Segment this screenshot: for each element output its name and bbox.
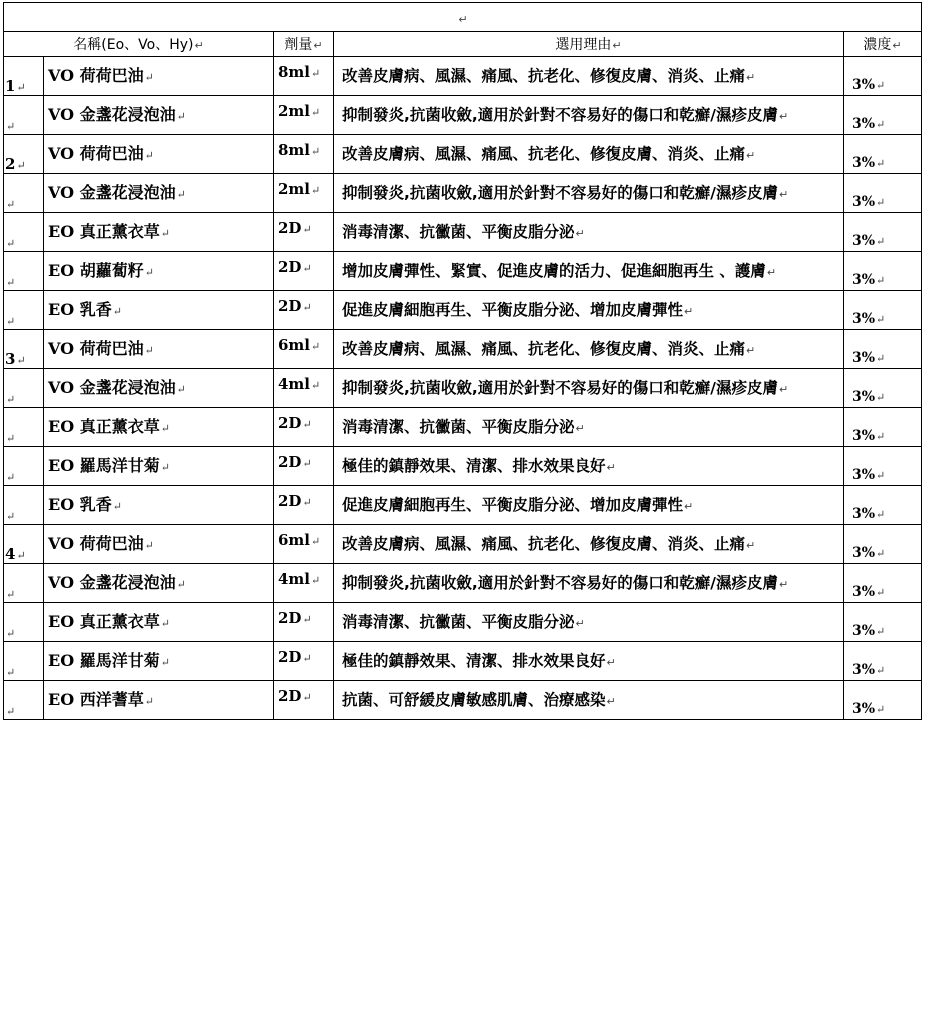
paragraph-mark: ↵	[746, 539, 756, 552]
oil-name: EO 羅馬洋甘菊	[48, 456, 160, 475]
concentration-value: 3%	[852, 662, 876, 678]
reason-cell	[334, 369, 844, 408]
paragraph-mark: ↵	[6, 627, 16, 640]
header-name	[4, 32, 274, 57]
concentration-cell	[844, 525, 922, 564]
concentration-cell	[844, 642, 922, 681]
dose-value: 6ml	[278, 336, 311, 354]
oil-name-cell	[44, 96, 274, 135]
oil-name: EO 乳香	[48, 300, 112, 319]
paragraph-mark: ↵	[176, 383, 186, 396]
reason-cell	[334, 252, 844, 291]
dose-cell	[274, 252, 334, 291]
paragraph-mark: ↵	[6, 666, 16, 679]
reason-text: 增加皮膚彈性、緊實、促進皮膚的活力、促進細胞再生 、護膚	[342, 262, 766, 280]
paragraph-mark: ↵	[311, 340, 321, 353]
reason-cell	[334, 96, 844, 135]
row-number-cell	[4, 564, 44, 603]
reason-cell	[334, 408, 844, 447]
header-dose-label: 劑量	[284, 37, 313, 53]
dose-cell	[274, 57, 334, 96]
oil-name: VO 金盞花浸泡油	[48, 105, 176, 124]
dose-cell	[274, 291, 334, 330]
concentration-value: 3%	[852, 272, 876, 288]
oil-name: VO 金盞花浸泡油	[48, 183, 176, 202]
paragraph-mark: ↵	[160, 617, 170, 630]
reason-cell	[334, 135, 844, 174]
paragraph-mark: ↵	[6, 471, 16, 484]
formula-table-body	[4, 3, 922, 720]
paragraph-mark: ↵	[684, 500, 694, 513]
oil-name: EO 羅馬洋甘菊	[48, 651, 160, 670]
paragraph-mark: ↵	[160, 227, 170, 240]
paragraph-mark: ↵	[684, 305, 694, 318]
concentration-value: 3%	[852, 701, 876, 717]
row-number-cell	[4, 57, 44, 96]
reason-text: 極佳的鎮靜效果、清潔、排水效果良好	[342, 457, 606, 475]
reason-text: 消毒清潔、抗黴菌、平衡皮脂分泌	[342, 613, 575, 631]
dose-cell	[274, 369, 334, 408]
header-dose	[274, 32, 334, 57]
dose-cell	[274, 330, 334, 369]
paragraph-mark: ↵	[876, 703, 886, 716]
paragraph-mark: ↵	[160, 656, 170, 669]
reason-cell	[334, 642, 844, 681]
row-number-cell	[4, 486, 44, 525]
paragraph-mark: ↵	[112, 305, 122, 318]
concentration-cell	[844, 369, 922, 408]
paragraph-mark: ↵	[176, 188, 186, 201]
oil-name-cell	[44, 252, 274, 291]
row-number: 2	[5, 155, 16, 173]
header-concentration-label: 濃度	[863, 37, 892, 53]
paragraph-mark: ↵	[876, 430, 886, 443]
concentration-value: 3%	[852, 233, 876, 249]
paragraph-mark: ↵	[876, 469, 886, 482]
concentration-cell	[844, 135, 922, 174]
paragraph-mark: ↵	[876, 508, 886, 521]
concentration-value: 3%	[852, 506, 876, 522]
paragraph-mark: ↵	[311, 574, 321, 587]
paragraph-mark: ↵	[6, 237, 16, 250]
paragraph-mark: ↵	[16, 159, 26, 172]
paragraph-mark: ↵	[766, 266, 777, 279]
paragraph-mark: ↵	[16, 354, 26, 367]
table-row	[4, 57, 922, 96]
reason-text: 極佳的鎮靜效果、清潔、排水效果良好	[342, 652, 606, 670]
paragraph-mark: ↵	[160, 461, 170, 474]
paragraph-mark: ↵	[876, 79, 886, 92]
row-number-cell	[4, 291, 44, 330]
paragraph-mark: ↵	[876, 352, 886, 365]
table-row	[4, 135, 922, 174]
reason-text: 促進皮膚細胞再生、平衡皮脂分泌、增加皮膚彈性	[342, 496, 684, 514]
oil-name: VO 金盞花浸泡油	[48, 573, 176, 592]
dose-cell	[274, 681, 334, 720]
dose-value: 2D	[278, 297, 302, 315]
paragraph-mark: ↵	[144, 149, 154, 162]
paragraph-mark: ↵	[876, 625, 886, 638]
reason-cell	[334, 213, 844, 252]
row-number-cell	[4, 330, 44, 369]
paragraph-mark: ↵	[6, 705, 16, 718]
reason-text: 抗菌、可舒緩皮膚敏感肌膚、治療感染	[342, 691, 606, 709]
paragraph-mark: ↵	[876, 391, 886, 404]
row-number: 4	[5, 545, 16, 563]
oil-name-cell	[44, 447, 274, 486]
paragraph-mark: ↵	[6, 198, 16, 211]
concentration-cell	[844, 174, 922, 213]
dose-value: 8ml	[278, 63, 311, 81]
dose-value: 2ml	[278, 180, 311, 198]
table-row	[4, 96, 922, 135]
concentration-cell	[844, 96, 922, 135]
paragraph-mark: ↵	[876, 235, 886, 248]
paragraph-mark: ↵	[302, 691, 312, 704]
concentration-cell	[844, 291, 922, 330]
paragraph-mark: ↵	[194, 39, 204, 52]
paragraph-mark: ↵	[176, 578, 186, 591]
reason-text: 改善皮膚病、風濕、痛風、抗老化、修復皮膚、消炎、止痛	[342, 145, 746, 163]
reason-text: 抑制發炎,抗菌收斂,適用於針對不容易好的傷口和乾癬/濕疹皮膚	[342, 379, 778, 397]
concentration-value: 3%	[852, 428, 876, 444]
table-row	[4, 174, 922, 213]
concentration-cell	[844, 408, 922, 447]
dose-value: 2D	[278, 414, 302, 432]
paragraph-mark: ↵	[313, 39, 323, 52]
paragraph-mark: ↵	[311, 184, 321, 197]
reason-text: 改善皮膚病、風濕、痛風、抗老化、修復皮膚、消炎、止痛	[342, 340, 746, 358]
dose-cell	[274, 408, 334, 447]
header-reason	[334, 32, 844, 57]
paragraph-mark: ↵	[144, 71, 154, 84]
paragraph-mark: ↵	[575, 422, 585, 435]
blank-header-cell	[4, 3, 922, 32]
oil-name-cell	[44, 213, 274, 252]
oil-name-cell	[44, 525, 274, 564]
concentration-cell	[844, 252, 922, 291]
paragraph-mark: ↵	[16, 81, 26, 94]
row-number-cell	[4, 213, 44, 252]
concentration-value: 3%	[852, 311, 876, 327]
table-row	[4, 291, 922, 330]
oil-name-cell	[44, 681, 274, 720]
concentration-value: 3%	[852, 155, 876, 171]
dose-value: 4ml	[278, 570, 311, 588]
paragraph-mark: ↵	[876, 274, 886, 287]
concentration-value: 3%	[852, 389, 876, 405]
concentration-cell	[844, 603, 922, 642]
concentration-value: 3%	[852, 77, 876, 93]
dose-cell	[274, 213, 334, 252]
paragraph-mark: ↵	[302, 262, 312, 275]
header-name-label: 名稱(Eo、Vo、Hy)	[73, 37, 194, 53]
dose-cell	[274, 174, 334, 213]
oil-name-cell	[44, 642, 274, 681]
oil-name-cell	[44, 135, 274, 174]
paragraph-mark: ↵	[144, 266, 154, 279]
blank-header-row	[4, 3, 922, 32]
oil-name-cell	[44, 408, 274, 447]
concentration-cell	[844, 213, 922, 252]
reason-text: 消毒清潔、抗黴菌、平衡皮脂分泌	[342, 418, 575, 436]
reason-text: 促進皮膚細胞再生、平衡皮脂分泌、增加皮膚彈性	[342, 301, 684, 319]
table-row	[4, 486, 922, 525]
reason-cell	[334, 525, 844, 564]
oil-name-cell	[44, 564, 274, 603]
paragraph-mark: ↵	[311, 535, 321, 548]
dose-cell	[274, 642, 334, 681]
table-row	[4, 369, 922, 408]
paragraph-mark: ↵	[778, 188, 789, 201]
paragraph-mark: ↵	[746, 71, 756, 84]
oil-name: VO 荷荷巴油	[48, 534, 144, 553]
paragraph-mark: ↵	[302, 496, 312, 509]
concentration-cell	[844, 681, 922, 720]
dose-cell	[274, 447, 334, 486]
paragraph-mark: ↵	[876, 586, 886, 599]
table-row	[4, 252, 922, 291]
paragraph-mark: ↵	[746, 344, 756, 357]
paragraph-mark: ↵	[6, 393, 16, 406]
paragraph-mark: ↵	[302, 301, 312, 314]
table-row	[4, 330, 922, 369]
paragraph-mark: ↵	[144, 695, 154, 708]
oil-name: EO 胡蘿蔔籽	[48, 261, 144, 280]
row-number-cell	[4, 252, 44, 291]
oil-name-cell	[44, 330, 274, 369]
oil-name: VO 金盞花浸泡油	[48, 378, 176, 397]
reason-cell	[334, 447, 844, 486]
reason-cell	[334, 174, 844, 213]
paragraph-mark: ↵	[16, 549, 26, 562]
concentration-value: 3%	[852, 116, 876, 132]
dose-value: 2D	[278, 687, 302, 705]
paragraph-mark: ↵	[6, 276, 16, 289]
paragraph-mark: ↵	[606, 461, 616, 474]
oil-name: EO 乳香	[48, 495, 112, 514]
paragraph-mark: ↵	[575, 617, 585, 630]
table-row	[4, 408, 922, 447]
oil-name: EO 真正薰衣草	[48, 417, 160, 436]
paragraph-mark: ↵	[302, 652, 312, 665]
table-row	[4, 525, 922, 564]
paragraph-mark: ↵	[876, 118, 886, 131]
dose-cell	[274, 135, 334, 174]
paragraph-mark: ↵	[6, 432, 16, 445]
paragraph-mark: ↵	[876, 157, 886, 170]
dose-cell	[274, 564, 334, 603]
concentration-cell	[844, 330, 922, 369]
row-number-cell	[4, 174, 44, 213]
oil-name: VO 荷荷巴油	[48, 66, 144, 85]
paragraph-mark: ↵	[6, 510, 16, 523]
paragraph-mark: ↵	[160, 422, 170, 435]
row-number-cell	[4, 408, 44, 447]
paragraph-mark: ↵	[112, 500, 122, 513]
paragraph-mark: ↵	[311, 106, 321, 119]
dose-value: 2D	[278, 492, 302, 510]
dose-value: 2D	[278, 648, 302, 666]
concentration-value: 3%	[852, 194, 876, 210]
reason-cell	[334, 564, 844, 603]
header-reason-label: 選用理由	[555, 37, 612, 53]
concentration-cell	[844, 564, 922, 603]
oil-name: VO 荷荷巴油	[48, 144, 144, 163]
concentration-cell	[844, 447, 922, 486]
paragraph-mark: ↵	[6, 588, 16, 601]
table-row	[4, 564, 922, 603]
row-number-cell	[4, 681, 44, 720]
row-number: 1	[5, 77, 16, 95]
paragraph-mark: ↵	[311, 67, 321, 80]
dose-value: 2D	[278, 219, 302, 237]
paragraph-mark: ↵	[144, 539, 154, 552]
oil-name: EO 真正薰衣草	[48, 222, 160, 241]
concentration-cell	[844, 486, 922, 525]
oil-name-cell	[44, 486, 274, 525]
concentration-value: 3%	[852, 467, 876, 483]
reason-cell	[334, 330, 844, 369]
table-row	[4, 213, 922, 252]
reason-text: 改善皮膚病、風濕、痛風、抗老化、修復皮膚、消炎、止痛	[342, 67, 746, 85]
table-row	[4, 681, 922, 720]
concentration-cell	[844, 57, 922, 96]
reason-text: 消毒清潔、抗黴菌、平衡皮脂分泌	[342, 223, 575, 241]
oil-name-cell	[44, 291, 274, 330]
oil-name: EO 西洋蓍草	[48, 690, 144, 709]
paragraph-mark: ↵	[876, 313, 886, 326]
paragraph-mark: ↵	[302, 223, 312, 236]
row-number-cell	[4, 369, 44, 408]
row-number-cell	[4, 642, 44, 681]
dose-value: 2ml	[278, 102, 311, 120]
dose-cell	[274, 525, 334, 564]
paragraph-mark: ↵	[892, 39, 902, 52]
paragraph-mark: ↵	[612, 39, 622, 52]
formula-table	[3, 2, 922, 720]
concentration-value: 3%	[852, 584, 876, 600]
concentration-value: 3%	[852, 350, 876, 366]
dose-value: 4ml	[278, 375, 311, 393]
reason-text: 抑制發炎,抗菌收斂,適用於針對不容易好的傷口和乾癬/濕疹皮膚	[342, 574, 778, 592]
table-row	[4, 642, 922, 681]
paragraph-mark: ↵	[6, 120, 16, 133]
paragraph-mark: ↵	[606, 695, 616, 708]
oil-name: VO 荷荷巴油	[48, 339, 144, 358]
reason-text: 抑制發炎,抗菌收斂,適用於針對不容易好的傷口和乾癬/濕疹皮膚	[342, 106, 778, 124]
header-concentration	[844, 32, 922, 57]
reason-text: 改善皮膚病、風濕、痛風、抗老化、修復皮膚、消炎、止痛	[342, 535, 746, 553]
dose-value: 8ml	[278, 141, 311, 159]
dose-value: 2D	[278, 609, 302, 627]
paragraph-mark: ↵	[6, 315, 16, 328]
row-number-cell	[4, 96, 44, 135]
oil-name-cell	[44, 57, 274, 96]
reason-cell	[334, 57, 844, 96]
paragraph-mark: ↵	[876, 196, 886, 209]
dose-value: 2D	[278, 453, 302, 471]
paragraph-mark: ↵	[311, 145, 321, 158]
paragraph-mark: ↵	[876, 547, 886, 560]
oil-name-cell	[44, 174, 274, 213]
dose-value: 2D	[278, 258, 302, 276]
dose-value: 6ml	[278, 531, 311, 549]
dose-cell	[274, 603, 334, 642]
paragraph-mark: ↵	[778, 110, 789, 123]
paragraph-mark: ↵	[778, 578, 789, 591]
paragraph-mark: ↵	[302, 457, 312, 470]
paragraph-mark: ↵	[458, 12, 468, 26]
row-number-cell	[4, 525, 44, 564]
paragraph-mark: ↵	[302, 418, 312, 431]
dose-cell	[274, 486, 334, 525]
paragraph-mark: ↵	[876, 664, 886, 677]
paragraph-mark: ↵	[144, 344, 154, 357]
paragraph-mark: ↵	[176, 110, 186, 123]
dose-cell	[274, 96, 334, 135]
concentration-value: 3%	[852, 623, 876, 639]
paragraph-mark: ↵	[606, 656, 616, 669]
row-number-cell	[4, 135, 44, 174]
row-number-cell	[4, 603, 44, 642]
reason-cell	[334, 603, 844, 642]
reason-text: 抑制發炎,抗菌收斂,適用於針對不容易好的傷口和乾癬/濕疹皮膚	[342, 184, 778, 202]
reason-cell	[334, 291, 844, 330]
column-header-row	[4, 32, 922, 57]
paragraph-mark: ↵	[778, 383, 789, 396]
oil-name-cell	[44, 369, 274, 408]
reason-cell	[334, 486, 844, 525]
paragraph-mark: ↵	[575, 227, 585, 240]
oil-name-cell	[44, 603, 274, 642]
table-row	[4, 447, 922, 486]
paragraph-mark: ↵	[746, 149, 756, 162]
row-number: 3	[5, 350, 16, 368]
oil-name: EO 真正薰衣草	[48, 612, 160, 631]
table-row	[4, 603, 922, 642]
concentration-value: 3%	[852, 545, 876, 561]
row-number-cell	[4, 447, 44, 486]
reason-cell	[334, 681, 844, 720]
paragraph-mark: ↵	[302, 613, 312, 626]
paragraph-mark: ↵	[311, 379, 321, 392]
